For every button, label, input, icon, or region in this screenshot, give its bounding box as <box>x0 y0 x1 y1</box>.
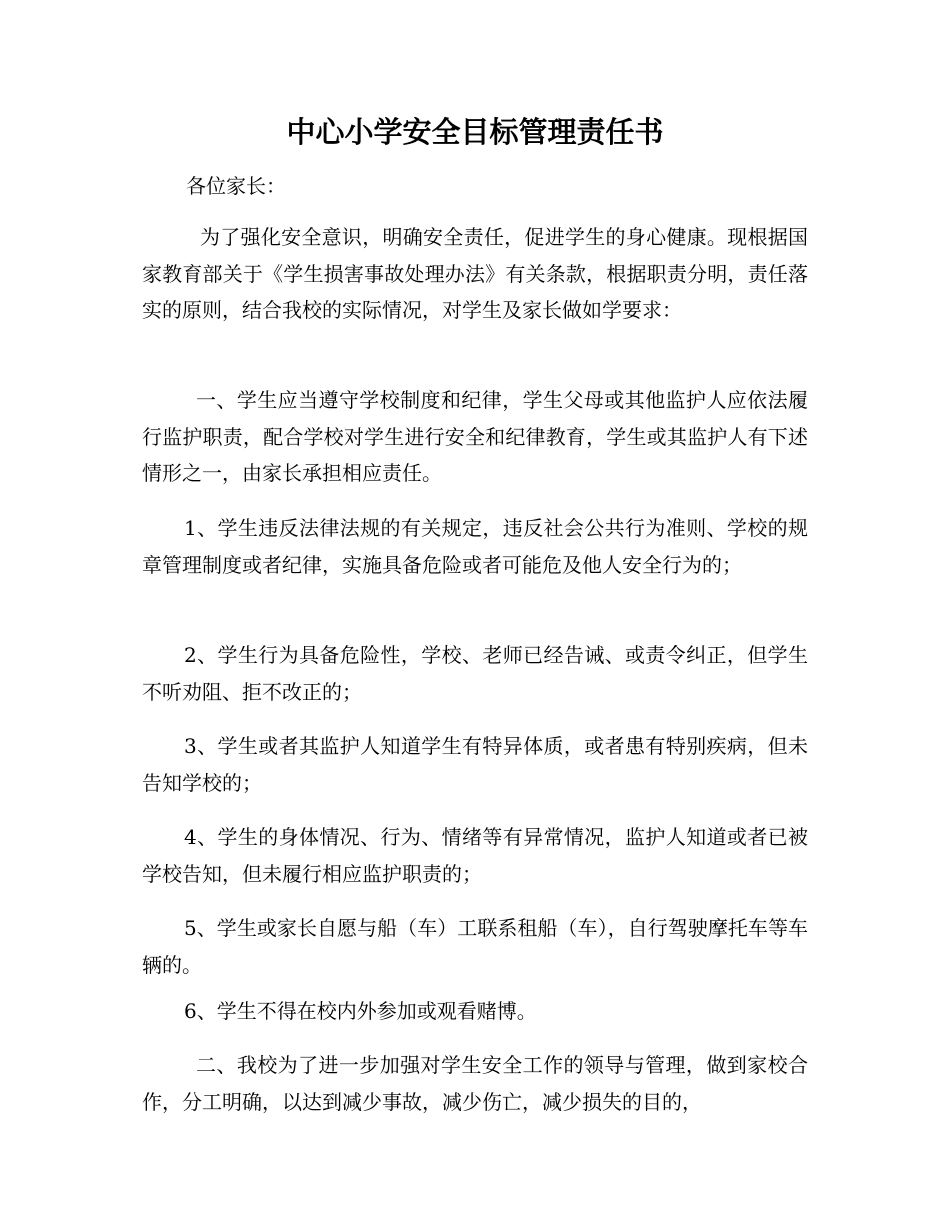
section-two-paragraph: 二、我校为了进一步加强对学生安全工作的领导与管理，做到家校合作，分工明确，以达到减少事故，减少伤亡，减少损失的目的， <box>142 1053 808 1114</box>
item-3-paragraph: 3、学生或者其监护人知道学生有特异体质，或者患有特别疾病，但未告知学校的； <box>142 734 808 795</box>
item-6-paragraph: 6、学生不得在校内外参加或观看赌博。 <box>184 999 537 1023</box>
item-1-paragraph: 1、学生违反法律法规的有关规定，违反社会公共行为准则、学校的规章管理制度或者纪律，实施具备危险或者可能危及他人安全行为的； <box>142 516 808 577</box>
item-5-paragraph: 5、学生或家长自愿与船（车）工联系租船（车），自行驾驶摩托车等车辆的。 <box>142 916 808 977</box>
intro-paragraph: 为了强化安全意识，明确安全责任，促进学生的身心健康。现根据国家教育部关于《学生损害事故处理办法》有关条款，根据职责分明，责任落实的原则，结合我校的实际情况，对学生及家长做如学要求： <box>142 225 808 322</box>
document-title: 中心小学安全目标管理责任书 <box>286 115 664 149</box>
item-2-paragraph: 2、学生行为具备危险性，学校、老师已经告诫、或责令纠正，但学生不听劝阻、拒不改正的； <box>142 643 808 704</box>
section-one-paragraph: 一、学生应当遵守学校制度和纪律，学生父母或其他监护人应依法履行监护职责，配合学校对学生进行安全和纪律教育，学生或其监护人有下述情形之一，由家长承担相应责任。 <box>142 388 808 485</box>
salutation: 各位家长： <box>186 174 286 198</box>
item-4-paragraph: 4、学生的身体情况、行为、情绪等有异常情况，监护人知道或者已被学校告知，但未履行相应监护职责的； <box>142 825 808 886</box>
